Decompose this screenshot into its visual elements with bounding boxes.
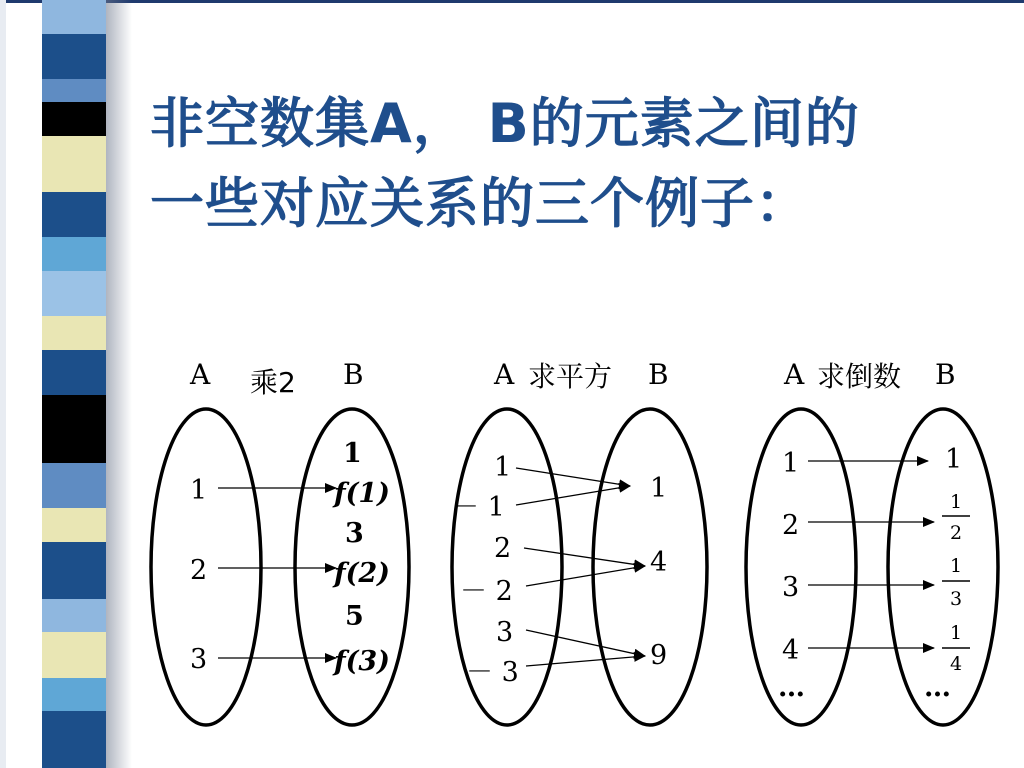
function-value: f(1)	[334, 478, 390, 509]
title-line-2: 一些对应关系的三个例子：	[150, 172, 810, 235]
mapping-arrow	[516, 486, 630, 505]
mapping-arrow	[526, 656, 645, 666]
domain-element: － 3	[466, 657, 519, 688]
domain-element: 4	[782, 635, 800, 666]
domain-ellipsis: …	[778, 672, 805, 703]
domain-element: － 2	[460, 576, 513, 607]
fraction-one-half	[942, 491, 970, 544]
fraction-denominator: 3	[949, 588, 963, 610]
set-a-label: A	[494, 358, 515, 391]
fraction-numerator: 1	[949, 555, 963, 577]
mapping-arrow	[524, 548, 645, 566]
codomain-value: 3	[345, 518, 364, 549]
function-value: f(3)	[334, 646, 390, 677]
title-line-1: 非空数集A， B的元素之间的	[150, 92, 860, 155]
mapping-arrow	[516, 468, 630, 486]
rule-label: 求平方	[528, 360, 613, 393]
domain-element: 1	[190, 475, 208, 506]
function-value: f(2)	[334, 558, 390, 589]
example-reciprocal	[746, 358, 998, 725]
domain-element: － 1	[452, 492, 505, 523]
codomain-element: 9	[650, 640, 668, 671]
rule-label: 乘2	[250, 366, 296, 399]
domain-element: 2	[190, 555, 208, 586]
codomain-value: 5	[345, 601, 364, 632]
mapping-arrow	[526, 630, 645, 656]
fraction-numerator: 1	[949, 622, 963, 644]
domain-element: 1	[782, 448, 800, 479]
set-a-label: A	[784, 358, 805, 391]
domain-element: 3	[190, 644, 208, 675]
domain-element: 3	[496, 617, 514, 648]
domain-element: 3	[782, 572, 800, 603]
fraction-numerator: 1	[949, 491, 963, 513]
fraction-denominator: 4	[949, 653, 963, 675]
set-b-label: B	[935, 358, 956, 391]
codomain-element: 1	[650, 473, 668, 504]
fraction-denominator: 2	[949, 522, 963, 544]
set-b-label: B	[648, 358, 669, 391]
codomain-value: 1	[343, 438, 362, 469]
rule-label: 求倒数	[817, 360, 902, 393]
set-b-label: B	[343, 358, 364, 391]
domain-element: 2	[782, 510, 800, 541]
fraction-one-third	[942, 555, 970, 610]
codomain-element: 4	[650, 547, 668, 578]
example-multiply-by-two	[151, 358, 409, 725]
domain-element: 1	[494, 452, 512, 483]
fraction-one-quarter	[942, 622, 970, 675]
example-square	[452, 358, 707, 725]
codomain-element: 1	[945, 444, 963, 475]
codomain-ellipsis: …	[924, 672, 951, 703]
mapping-arrow	[526, 566, 645, 586]
set-a-label: A	[190, 358, 211, 391]
domain-element: 2	[494, 533, 512, 564]
